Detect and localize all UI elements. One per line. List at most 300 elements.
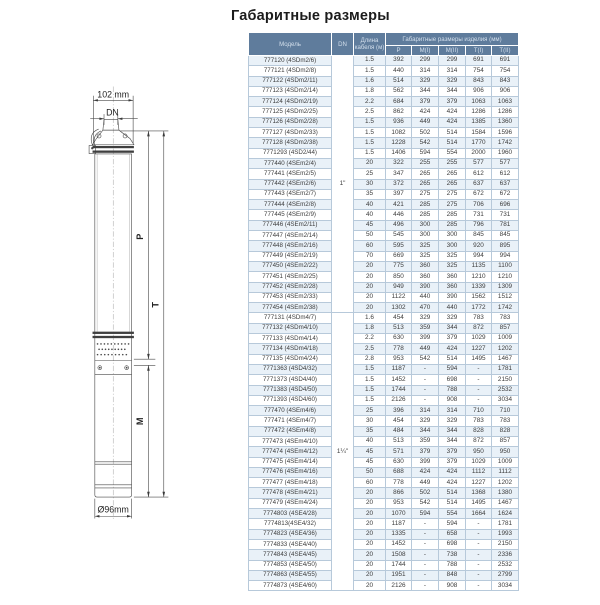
model-cell: 777475 (4SEm4/14) — [249, 457, 332, 467]
model-cell: 777122 (4SDm2/11) — [249, 76, 332, 86]
model-cell: 777124 (4SDm2/19) — [249, 97, 332, 107]
table-row — [249, 364, 519, 374]
pump-drawing — [55, 25, 235, 600]
model-cell: 777120 (4SDm2/6) — [249, 56, 332, 66]
t2-cell: 2532 — [492, 560, 519, 570]
p-cell: 778 — [386, 344, 412, 354]
t2-cell: 1512 — [492, 292, 519, 302]
model-cell: 777478 (4SEm4/21) — [249, 488, 332, 498]
m2-cell: 360 — [439, 272, 466, 282]
cable-length-cell: 1.5 — [354, 138, 386, 148]
t1-cell: - — [466, 395, 492, 405]
t2-cell: 1112 — [492, 467, 519, 477]
t2-cell: 783 — [492, 313, 519, 323]
t1-cell: - — [466, 550, 492, 560]
col-header-m2: M(II) — [439, 46, 466, 56]
table-row — [249, 436, 519, 446]
m2-cell: 379 — [439, 447, 466, 457]
m1-cell: 325 — [412, 241, 439, 251]
m2-cell: 255 — [439, 158, 466, 168]
t1-cell: 1770 — [466, 138, 492, 148]
table-row — [249, 128, 519, 138]
m2-cell: 788 — [439, 385, 466, 395]
t1-cell: - — [466, 364, 492, 374]
model-cell: 777477 (4SEm4/18) — [249, 478, 332, 488]
t2-cell: 857 — [492, 323, 519, 333]
cable-length-cell: 25 — [354, 406, 386, 416]
p-cell: 1070 — [386, 509, 412, 519]
m1-cell: 325 — [412, 251, 439, 261]
p-cell: 514 — [386, 76, 412, 86]
t2-cell: 783 — [492, 416, 519, 426]
cable-length-cell: 1.5 — [354, 117, 386, 127]
dim-p-label: P — [135, 233, 146, 240]
table-row — [249, 539, 519, 549]
model-cell: 7774863 (4SE4/55) — [249, 570, 332, 580]
m1-cell: - — [412, 539, 439, 549]
table-row — [249, 241, 519, 251]
table-row — [249, 550, 519, 560]
table-row — [249, 581, 519, 591]
table-row — [249, 158, 519, 168]
t2-cell: 895 — [492, 241, 519, 251]
t2-cell: 696 — [492, 200, 519, 210]
m1-cell: 542 — [412, 354, 439, 364]
dim-t-label: T — [150, 302, 161, 308]
cable-length-cell: 35 — [354, 426, 386, 436]
table-row — [249, 426, 519, 436]
t1-cell: 1339 — [466, 282, 492, 292]
t1-cell: - — [466, 529, 492, 539]
m1-cell: 502 — [412, 128, 439, 138]
t1-cell: 691 — [466, 56, 492, 66]
t2-cell: 3034 — [492, 581, 519, 591]
p-cell: 2126 — [386, 581, 412, 591]
m1-cell: 390 — [412, 282, 439, 292]
p-cell: 1187 — [386, 519, 412, 529]
m2-cell: 285 — [439, 220, 466, 230]
m2-cell: 698 — [439, 375, 466, 385]
p-cell: 866 — [386, 488, 412, 498]
t2-cell: 1781 — [492, 364, 519, 374]
model-cell: 777473 (4SEm4/10) — [249, 436, 332, 446]
col-header-dims-group: Габаритные размеры изделия (мм) — [386, 33, 519, 46]
cable-length-cell: 20 — [354, 498, 386, 508]
model-cell: 777479 (4SEm4/24) — [249, 498, 332, 508]
m1-cell: - — [412, 385, 439, 395]
model-cell: 777449 (4SEm2/19) — [249, 251, 332, 261]
cable-length-cell: 1.5 — [354, 364, 386, 374]
t1-cell: 920 — [466, 241, 492, 251]
model-cell: 777128 (4SDm2/38) — [249, 138, 332, 148]
table-row — [249, 519, 519, 529]
m2-cell: 594 — [439, 519, 466, 529]
m2-cell: 514 — [439, 488, 466, 498]
m1-cell: 594 — [412, 509, 439, 519]
t1-cell: - — [466, 539, 492, 549]
model-cell: 777123 (4SDm2/14) — [249, 86, 332, 96]
m2-cell: 300 — [439, 241, 466, 251]
dn-merged-cell: 1¼" — [332, 313, 354, 591]
m2-cell: 908 — [439, 395, 466, 405]
t1-cell: 783 — [466, 313, 492, 323]
t2-cell: 1742 — [492, 303, 519, 313]
model-cell: 777450 (4SEm2/22) — [249, 261, 332, 271]
cable-length-cell: 2.2 — [354, 97, 386, 107]
model-cell: 777442 (4SEm2/6) — [249, 179, 332, 189]
t1-cell: 1286 — [466, 107, 492, 117]
p-cell: 1452 — [386, 539, 412, 549]
model-cell: 7774813(4SE4/32) — [249, 519, 332, 529]
t1-cell: 612 — [466, 169, 492, 179]
col-header-dn: DN — [332, 33, 354, 56]
cable-length-cell: 2.2 — [354, 334, 386, 344]
model-cell: 777125 (4SDm2/25) — [249, 107, 332, 117]
model-cell: 7774803 (4SE4/28) — [249, 509, 332, 519]
cable-length-cell: 20 — [354, 261, 386, 271]
m1-cell: 359 — [412, 323, 439, 333]
t2-cell: 1286 — [492, 107, 519, 117]
table-row — [249, 272, 519, 282]
p-cell: 688 — [386, 467, 412, 477]
model-cell: 7771293 (4SD2/44) — [249, 148, 332, 158]
t2-cell: 1467 — [492, 354, 519, 364]
table-row — [249, 148, 519, 158]
model-cell: 777476 (4SEm4/16) — [249, 467, 332, 477]
m1-cell: 449 — [412, 117, 439, 127]
p-cell: 775 — [386, 261, 412, 271]
m2-cell: 390 — [439, 292, 466, 302]
cable-length-cell: 2.5 — [354, 344, 386, 354]
dim-diameter-label: Ø96mm — [97, 504, 129, 515]
cable-length-cell: 20 — [354, 539, 386, 549]
m2-cell: 360 — [439, 282, 466, 292]
t2-cell: 1009 — [492, 457, 519, 467]
t2-cell: 612 — [492, 169, 519, 179]
model-cell: 777471 (4SEm4/7) — [249, 416, 332, 426]
p-cell: 949 — [386, 282, 412, 292]
cable-length-cell: 35 — [354, 189, 386, 199]
dn-merged-cell: 1" — [332, 56, 354, 313]
table-row — [249, 416, 519, 426]
m2-cell: 325 — [439, 251, 466, 261]
cable-length-cell: 20 — [354, 272, 386, 282]
p-cell: 1302 — [386, 303, 412, 313]
t2-cell: 1467 — [492, 498, 519, 508]
m1-cell: 300 — [412, 231, 439, 241]
t2-cell: 950 — [492, 447, 519, 457]
m2-cell: 424 — [439, 107, 466, 117]
table-row — [249, 498, 519, 508]
m2-cell: 594 — [439, 364, 466, 374]
col-header-t1: T(I) — [466, 46, 492, 56]
cable-length-cell: 20 — [354, 550, 386, 560]
p-cell: 953 — [386, 354, 412, 364]
table-row — [249, 231, 519, 241]
p-cell: 2126 — [386, 395, 412, 405]
p-cell: 496 — [386, 220, 412, 230]
model-cell: 777447 (4SEm2/14) — [249, 231, 332, 241]
cable-length-cell: 30 — [354, 416, 386, 426]
table-row — [249, 447, 519, 457]
t1-cell: 1227 — [466, 478, 492, 488]
t1-cell: 843 — [466, 76, 492, 86]
dimensions-table — [248, 32, 519, 591]
m2-cell: 275 — [439, 200, 466, 210]
m2-cell: 788 — [439, 560, 466, 570]
table-row — [249, 303, 519, 313]
m2-cell: 329 — [439, 416, 466, 426]
table-row — [249, 189, 519, 199]
m2-cell: 344 — [439, 426, 466, 436]
p-cell: 484 — [386, 426, 412, 436]
t1-cell: 710 — [466, 406, 492, 416]
m1-cell: - — [412, 570, 439, 580]
m1-cell: - — [412, 550, 439, 560]
t2-cell: 672 — [492, 189, 519, 199]
m1-cell: 285 — [412, 200, 439, 210]
t1-cell: 1135 — [466, 261, 492, 271]
p-cell: 862 — [386, 107, 412, 117]
t1-cell: 872 — [466, 323, 492, 333]
model-cell: 7774853 (4SE4/50) — [249, 560, 332, 570]
col-header-model: Модель — [249, 33, 332, 56]
t2-cell: 781 — [492, 220, 519, 230]
model-cell: 777441 (4SEm2/5) — [249, 169, 332, 179]
t1-cell: 672 — [466, 189, 492, 199]
p-cell: 454 — [386, 416, 412, 426]
m1-cell: 449 — [412, 478, 439, 488]
dim-dn-label: DN — [106, 107, 119, 118]
m1-cell: 314 — [412, 66, 439, 76]
t1-cell: 950 — [466, 447, 492, 457]
m1-cell: 440 — [412, 292, 439, 302]
t2-cell: 710 — [492, 406, 519, 416]
page-title: Габаритные размеры — [231, 8, 390, 24]
p-cell: 571 — [386, 447, 412, 457]
model-cell: 777121 (4SDm2/8) — [249, 66, 332, 76]
p-cell: 936 — [386, 117, 412, 127]
p-cell: 684 — [386, 97, 412, 107]
t2-cell: 843 — [492, 76, 519, 86]
cable-length-cell: 20 — [354, 488, 386, 498]
t1-cell: 1495 — [466, 498, 492, 508]
table-body — [249, 56, 519, 591]
dim-width-top-label: 102 mm — [97, 89, 130, 100]
p-cell: 1744 — [386, 385, 412, 395]
model-cell: 7771363 (4SD4/32) — [249, 364, 332, 374]
table-row — [249, 210, 519, 220]
cable-length-cell: 30 — [354, 179, 386, 189]
t2-cell: 1624 — [492, 509, 519, 519]
table-row — [249, 251, 519, 261]
p-cell: 397 — [386, 189, 412, 199]
t1-cell: 637 — [466, 179, 492, 189]
m2-cell: 514 — [439, 138, 466, 148]
m2-cell: 379 — [439, 97, 466, 107]
t2-cell: 1309 — [492, 282, 519, 292]
cable-length-cell: 50 — [354, 231, 386, 241]
t1-cell: 783 — [466, 416, 492, 426]
t1-cell: 1385 — [466, 117, 492, 127]
p-cell: 545 — [386, 231, 412, 241]
model-cell: 777133 (4SDm4/14) — [249, 334, 332, 344]
table-row — [249, 292, 519, 302]
cable-length-cell: 25 — [354, 169, 386, 179]
pump-drawing-svg — [55, 25, 235, 600]
t1-cell: 1664 — [466, 509, 492, 519]
dimensions-table-container — [248, 32, 518, 591]
t2-cell: 1100 — [492, 261, 519, 271]
cable-length-cell: 20 — [354, 560, 386, 570]
cable-length-cell: 50 — [354, 467, 386, 477]
model-cell: 777474 (4SEm4/12) — [249, 447, 332, 457]
cable-length-cell: 20 — [354, 292, 386, 302]
t2-cell: 691 — [492, 56, 519, 66]
p-cell: 421 — [386, 200, 412, 210]
m1-cell: - — [412, 364, 439, 374]
m1-cell: 360 — [412, 261, 439, 271]
m1-cell: 314 — [412, 406, 439, 416]
t1-cell: - — [466, 385, 492, 395]
t2-cell: 994 — [492, 251, 519, 261]
t1-cell: 994 — [466, 251, 492, 261]
t2-cell: 731 — [492, 210, 519, 220]
model-cell: 777135 (4SDm4/24) — [249, 354, 332, 364]
m2-cell: 738 — [439, 550, 466, 560]
cable-length-cell: 1.5 — [354, 395, 386, 405]
t1-cell: 1112 — [466, 467, 492, 477]
table-row — [249, 220, 519, 230]
col-header-t2: T(II) — [492, 46, 519, 56]
table-row — [249, 323, 519, 333]
m1-cell: 299 — [412, 56, 439, 66]
p-cell: 396 — [386, 406, 412, 416]
m2-cell: 314 — [439, 66, 466, 76]
dimension-labels — [97, 89, 160, 514]
m1-cell: 344 — [412, 426, 439, 436]
m2-cell: 300 — [439, 231, 466, 241]
t2-cell: 1202 — [492, 344, 519, 354]
table-row — [249, 509, 519, 519]
cable-length-cell: 60 — [354, 241, 386, 251]
m1-cell: 285 — [412, 210, 439, 220]
m1-cell: - — [412, 560, 439, 570]
model-cell: 777443 (4SEm2/7) — [249, 189, 332, 199]
t1-cell: 1562 — [466, 292, 492, 302]
table-row — [249, 488, 519, 498]
m1-cell: 399 — [412, 457, 439, 467]
m1-cell: - — [412, 395, 439, 405]
p-cell: 1122 — [386, 292, 412, 302]
t2-cell: 906 — [492, 86, 519, 96]
table-row — [249, 478, 519, 488]
model-cell: 7774823 (4SE4/36) — [249, 529, 332, 539]
p-cell: 1082 — [386, 128, 412, 138]
cable-length-cell: 1.8 — [354, 86, 386, 96]
m2-cell: 329 — [439, 76, 466, 86]
cable-length-cell: 20 — [354, 158, 386, 168]
table-row — [249, 529, 519, 539]
m1-cell: 329 — [412, 76, 439, 86]
t2-cell: 1742 — [492, 138, 519, 148]
t2-cell: 2532 — [492, 385, 519, 395]
m1-cell: 542 — [412, 498, 439, 508]
m2-cell: 325 — [439, 261, 466, 271]
table-row — [249, 66, 519, 76]
model-cell: 7771383 (4SD4/50) — [249, 385, 332, 395]
m2-cell: 265 — [439, 179, 466, 189]
cable-length-cell: 1.5 — [354, 375, 386, 385]
table-row — [249, 117, 519, 127]
model-cell: 777127 (4SDm2/33) — [249, 128, 332, 138]
t1-cell: 1029 — [466, 334, 492, 344]
t1-cell: 872 — [466, 436, 492, 446]
m2-cell: 554 — [439, 509, 466, 519]
p-cell: 322 — [386, 158, 412, 168]
m2-cell: 424 — [439, 478, 466, 488]
t1-cell: 845 — [466, 231, 492, 241]
cable-length-cell: 40 — [354, 210, 386, 220]
m1-cell: 379 — [412, 97, 439, 107]
cable-length-cell: 20 — [354, 570, 386, 580]
model-cell: 7771373 (4SD4/40) — [249, 375, 332, 385]
table-row — [249, 354, 519, 364]
t1-cell: 1772 — [466, 303, 492, 313]
t1-cell: 731 — [466, 210, 492, 220]
table-row — [249, 107, 519, 117]
p-cell: 595 — [386, 241, 412, 251]
cable-length-cell: 45 — [354, 457, 386, 467]
t1-cell: 1495 — [466, 354, 492, 364]
p-cell: 513 — [386, 323, 412, 333]
m1-cell: 265 — [412, 179, 439, 189]
t2-cell: 828 — [492, 426, 519, 436]
m2-cell: 424 — [439, 344, 466, 354]
m2-cell: 379 — [439, 334, 466, 344]
cable-length-cell: 60 — [354, 478, 386, 488]
table-row — [249, 313, 519, 323]
cable-length-cell: 1.5 — [354, 128, 386, 138]
cable-length-cell: 45 — [354, 220, 386, 230]
cable-length-cell: 20 — [354, 519, 386, 529]
table-row — [249, 261, 519, 271]
model-cell: 7771393 (4SD4/60) — [249, 395, 332, 405]
table-row — [249, 344, 519, 354]
model-cell: 777453 (4SEm2/33) — [249, 292, 332, 302]
m1-cell: 360 — [412, 272, 439, 282]
p-cell: 1508 — [386, 550, 412, 560]
t2-cell: 1063 — [492, 97, 519, 107]
t1-cell: 1227 — [466, 344, 492, 354]
m1-cell: 542 — [412, 138, 439, 148]
model-cell: 777440 (4SEm2/4) — [249, 158, 332, 168]
t1-cell: 2000 — [466, 148, 492, 158]
table-row — [249, 138, 519, 148]
table-row — [249, 375, 519, 385]
m2-cell: 698 — [439, 539, 466, 549]
p-cell: 778 — [386, 478, 412, 488]
p-cell: 850 — [386, 272, 412, 282]
table-row — [249, 86, 519, 96]
p-cell: 513 — [386, 436, 412, 446]
cable-length-cell: 1.5 — [354, 66, 386, 76]
table-row — [249, 97, 519, 107]
p-cell: 440 — [386, 66, 412, 76]
m2-cell: 344 — [439, 323, 466, 333]
model-cell: 777131 (4SDm4/7) — [249, 313, 332, 323]
t1-cell: 1210 — [466, 272, 492, 282]
